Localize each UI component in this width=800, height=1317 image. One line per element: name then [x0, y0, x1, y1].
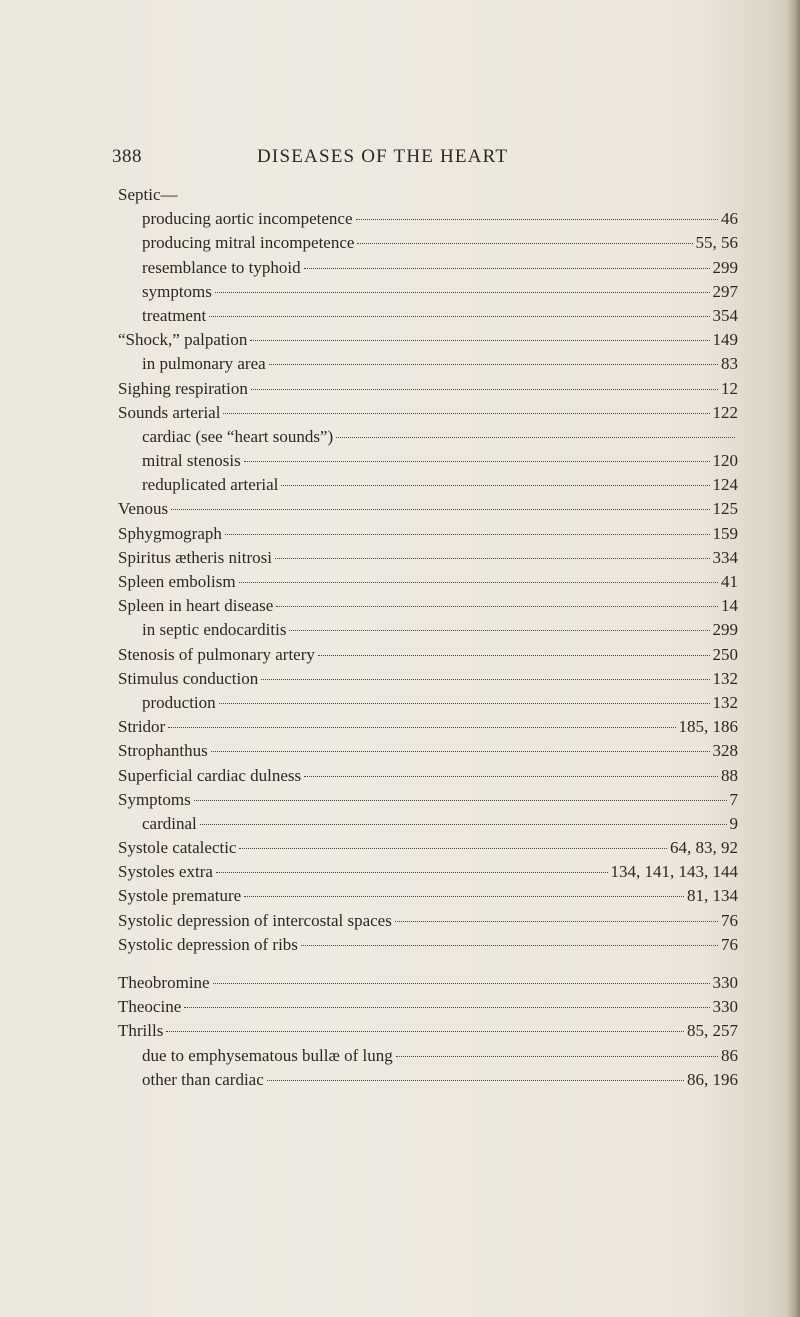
- dot-leader: [251, 389, 718, 390]
- dot-leader: [304, 268, 710, 269]
- dot-leader: [318, 655, 710, 656]
- index-list: [118, 183, 738, 1092]
- index-term: symptoms: [142, 281, 212, 301]
- index-pages: 64, 83, 92: [670, 838, 738, 858]
- index-entry: [118, 352, 738, 376]
- running-head: [112, 146, 672, 176]
- index-term: in septic endocarditis: [142, 620, 287, 640]
- index-entry: [118, 739, 738, 763]
- index-pages: 46: [721, 209, 738, 229]
- index-entry: [118, 377, 738, 401]
- dot-leader: [213, 983, 710, 984]
- index-term: Sighing respiration: [118, 378, 248, 398]
- index-pages: 185, 186: [678, 717, 738, 737]
- index-term: “Shock,” palpation: [118, 330, 248, 350]
- index-pages: 124: [712, 475, 738, 495]
- index-entry: [118, 280, 738, 304]
- dot-leader: [269, 364, 718, 365]
- index-term: Systole premature: [118, 886, 242, 906]
- dot-leader: [219, 703, 710, 704]
- index-entry: [118, 933, 738, 957]
- index-pages: 120: [712, 451, 738, 471]
- index-entry: [118, 1068, 738, 1092]
- index-pages: 122: [712, 402, 738, 422]
- index-pages: 88: [721, 765, 738, 785]
- index-term: Spiritus ætheris nitrosi: [118, 547, 272, 567]
- index-entry: [118, 971, 738, 995]
- index-entry: [118, 546, 738, 570]
- dot-leader: [244, 461, 710, 462]
- index-pages: 76: [721, 934, 738, 954]
- index-pages: 86, 196: [687, 1069, 738, 1089]
- index-term: in pulmonary area: [142, 354, 266, 374]
- index-entry: [118, 860, 738, 884]
- index-term: Spleen in heart disease: [118, 596, 274, 616]
- dot-leader: [211, 751, 710, 752]
- dot-leader: [395, 921, 718, 922]
- index-pages: 132: [712, 692, 738, 712]
- index-term: other than cardiac: [142, 1069, 264, 1089]
- index-term: cardinal: [142, 813, 197, 833]
- dot-leader: [215, 292, 710, 293]
- index-pages: 41: [721, 572, 738, 591]
- index-term: Sphygmograph: [118, 523, 222, 543]
- index-heading-term: Septic—: [118, 185, 178, 204]
- index-entry: [118, 207, 738, 231]
- index-entry: [118, 231, 738, 255]
- dot-leader: [267, 1080, 684, 1081]
- index-pages: 297: [712, 281, 738, 301]
- dot-leader: [356, 219, 718, 220]
- index-pages: 76: [721, 910, 738, 930]
- dot-leader: [223, 413, 709, 414]
- index-term: mitral stenosis: [142, 451, 241, 471]
- index-entry: [118, 618, 738, 642]
- index-entry: [118, 328, 738, 352]
- dot-leader: [171, 509, 709, 510]
- index-term: Stimulus conduction: [118, 668, 259, 688]
- index-heading: [118, 183, 738, 207]
- index-entry: [118, 764, 738, 788]
- index-entry: [118, 788, 738, 812]
- dot-leader: [357, 243, 692, 244]
- index-entry: [118, 715, 738, 739]
- index-entry: [118, 667, 738, 691]
- index-pages: 134, 141, 143, 144: [610, 862, 738, 882]
- index-term: Strophanthus: [118, 741, 208, 761]
- index-entry: [118, 522, 738, 546]
- index-entry: [118, 473, 738, 497]
- index-term: producing mitral incompetence: [142, 233, 355, 253]
- index-pages: 7: [729, 789, 738, 809]
- index-term: Sounds arterial: [118, 402, 221, 422]
- index-term: Systolic depression of intercostal spaces: [118, 910, 392, 930]
- dot-leader: [304, 776, 718, 777]
- index-entry: [118, 304, 738, 328]
- index-term: Systolic depression of ribs: [118, 934, 298, 954]
- index-term: Thrills: [118, 1021, 164, 1041]
- index-term: Superficial cardiac dulness: [118, 765, 302, 785]
- dot-leader: [194, 800, 727, 801]
- dot-leader: [184, 1007, 709, 1008]
- dot-leader: [239, 848, 667, 849]
- dot-leader: [276, 606, 718, 607]
- index-pages: 14: [721, 596, 738, 616]
- page-title: DISEASES OF THE HEART: [257, 146, 509, 167]
- index-pages: 159: [712, 523, 738, 543]
- index-term: production: [142, 692, 216, 712]
- dot-leader: [396, 1056, 718, 1057]
- index-entry: [118, 643, 738, 667]
- index-entry: [118, 570, 738, 594]
- index-pages: 125: [712, 499, 738, 519]
- dot-leader: [200, 824, 727, 825]
- index-entry: [118, 1044, 738, 1068]
- dot-leader: [209, 316, 709, 317]
- index-pages: 81, 134: [687, 886, 738, 906]
- index-term: treatment: [142, 305, 207, 325]
- index-term: resemblance to typhoid: [142, 257, 301, 277]
- index-entry: [118, 836, 738, 860]
- dot-leader: [336, 437, 735, 438]
- index-entry: [118, 691, 738, 715]
- index-term: cardiac (see “heart sounds”): [142, 426, 334, 446]
- index-pages: 83: [721, 354, 738, 374]
- dot-leader: [250, 340, 709, 341]
- page-edge-shadow: [786, 0, 800, 1317]
- index-pages: 330: [712, 973, 738, 992]
- dot-leader: [225, 534, 710, 535]
- index-pages: 330: [712, 997, 738, 1017]
- index-pages: 250: [712, 644, 738, 664]
- index-entry: [118, 909, 738, 933]
- index-entry: [118, 594, 738, 618]
- index-term: Spleen embolism: [118, 572, 236, 591]
- index-pages: 149: [712, 330, 738, 350]
- index-term: producing aortic incompetence: [142, 209, 353, 229]
- index-term: Symptoms: [118, 789, 191, 809]
- index-term: Systole catalectic: [118, 838, 237, 858]
- index-pages: 132: [712, 668, 738, 688]
- index-entry: [118, 449, 738, 473]
- index-term: Stenosis of pulmonary artery: [118, 644, 315, 664]
- dot-leader: [216, 872, 608, 873]
- index-entry: [118, 256, 738, 280]
- index-entry: [118, 812, 738, 836]
- index-term: Systoles extra: [118, 862, 213, 882]
- index-pages: 55, 56: [695, 233, 738, 253]
- dot-leader: [275, 558, 710, 559]
- index-term: reduplicated arterial: [142, 475, 279, 495]
- dot-leader: [239, 582, 718, 583]
- dot-leader: [166, 1031, 684, 1032]
- index-term: Stridor: [118, 717, 166, 737]
- index-entry: [118, 425, 738, 449]
- index-pages: 86: [721, 1045, 738, 1065]
- dot-leader: [168, 727, 675, 728]
- dot-leader: [281, 485, 709, 486]
- dot-leader: [301, 945, 718, 946]
- index-term: due to emphysematous bullæ of lung: [142, 1045, 393, 1065]
- dot-leader: [244, 896, 684, 897]
- index-term: Theobromine: [118, 973, 210, 992]
- index-entry: [118, 884, 738, 908]
- index-entry: [118, 497, 738, 521]
- dot-leader: [289, 630, 709, 631]
- index-pages: 299: [712, 620, 738, 640]
- index-pages: 9: [729, 813, 738, 833]
- index-entry: [118, 995, 738, 1019]
- index-term: Theocine: [118, 997, 182, 1017]
- index-pages: 12: [721, 378, 738, 398]
- index-entry: [118, 1019, 738, 1043]
- index-pages: 334: [712, 547, 738, 567]
- page-number: 388: [112, 146, 142, 167]
- index-pages: 354: [712, 305, 738, 325]
- index-pages: 85, 257: [687, 1021, 738, 1041]
- index-pages: 328: [712, 741, 738, 761]
- index-term: Venous: [118, 499, 169, 519]
- index-entry: [118, 401, 738, 425]
- dot-leader: [261, 679, 709, 680]
- index-pages: 299: [712, 257, 738, 277]
